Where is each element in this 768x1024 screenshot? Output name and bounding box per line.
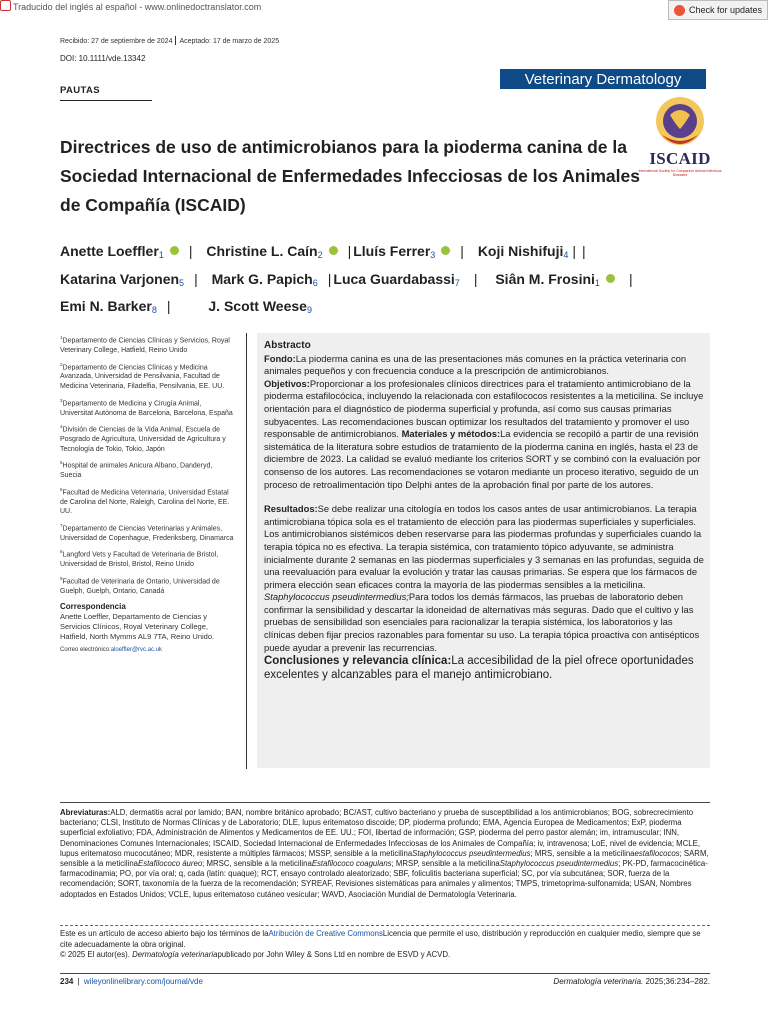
translator-logo-icon xyxy=(0,0,11,11)
author[interactable]: Lluís Ferrer$^3$ xyxy=(353,243,436,260)
affiliation: $^5$Hospital de animales Anicura Albano, Danderyd, Suecia xyxy=(60,460,213,480)
author[interactable]: Siân M. Frosini$^1$ xyxy=(495,270,600,288)
email-link[interactable]: aloeffler@rvc.ac.uk xyxy=(110,647,163,654)
affiliation: $^8$Langford Vets y Facultad de Veterinaria de Bristol, Universidad de Bristol, Bristol, Reino Unido xyxy=(60,549,219,569)
page-footer: 234 | wileyonlinelibrary.com/journal/vde Dermatología veterinaria. 2025;36:234–282. xyxy=(60,977,710,986)
dates-line xyxy=(60,36,279,45)
abstract-resultados: Resultados:Se debe realizar una citología en todos los casos antes de usar antimicrobianos. La terapia antimicrobiana tópica sola es el tratamiento de elección para las piodermas superficiales y superficiales. Los antimicrobianos sistémicos deben reservarse para las piodermas profundas y superficiales cuando la terapia tópica no es efectiva. La terapia sistémica, con tratamiento tópico adyuvante, se administra inicialmente durante 2 semanas en las piodermas superficiales y 3 semanas en las profundas, seguida de una reevaluación para evaluar la evolución y tratar las causas primarias. Se espera que los fármacos de primera elección sean eficaces contra la mayoría de las piodermas sensibles a la meticilina. Staphylococcus pseudintermedius;Para todos los demás fármacos, las pruebas de laboratorio deben confirmar la sensibilidad y descartar la idoneidad de alternativas más seguras. Dado que el cultivo y las pruebas de sensibilidad son esenciales para racionalizar la terapia sistémica, los laboratorios y las clínicas deben fijar precios razonables para fomentar su uso. La terapia tópica proactiva con antisépticos puede ayudar a prevenir las recurrencias. xyxy=(264,503,704,653)
abstract-conclusiones: Conclusiones y relevancia clínica:La accesibilidad de la piel ofrece oportunidades excelentes y alcanzables para el manejo antimicrobiano. xyxy=(264,655,694,682)
iscaid-logo-icon xyxy=(648,95,712,151)
received-date: Recibido: 27 de septiembre de 2024 xyxy=(60,38,173,45)
iscaid-logo-text: ISCAID xyxy=(649,149,711,168)
author[interactable]: Luca Guardabassi$^7$ xyxy=(333,270,460,288)
abstract-objetivos: Objetivos:Proporcionar a los profesionales clínicos directrices para el tratamiento antimicrobiano de la pioderma estafilocócica, incluyendo la relacionada con estafilococos resistentes a la meticilina. Se incluye orientación para el diagnóstico de pioderma superficial y profunda, así como sus causas primarias subyacentes. Las recomendaciones buscan optimizar los resultados del tratamiento y promover el uso responsable de antimicrobianos. Materiales y métodos:La evidencia se recopiló a partir de una revisión sistemática de la literatura sobre estudios de tratamiento de la pioderma canina en inglés, hasta el 23 de diciembre de 2023. La calidad se evaluó mediante los criterios SORT y se combinó con la evaluación por consenso de los autores. Las recomendaciones se votaron mediante un proceso iterativo, seguido de un proceso de retroalimentación tipo Delphi antes de la aprobación final por parte de los autores. xyxy=(264,377,704,490)
section-rule xyxy=(60,100,152,101)
affiliation: $^9$Facultad de Veterinaria de Ontario, Universidad de Guelph, Guelph, Ontario, Canadá xyxy=(60,575,220,595)
translator-text[interactable]: Traducido del inglés al español - www.onlinedoctranslator.com xyxy=(13,2,262,12)
abstract-fondo: Fondo:La pioderma canina es una de las presentaciones más comunes en la práctica veterinaria con animales pequeños y con frecuencia conduce a la prescripción de antimicrobianos. xyxy=(264,352,687,377)
license-rule xyxy=(60,925,710,926)
journal-name: Veterinary Dermatology xyxy=(524,70,682,88)
section-label: PAUTAS xyxy=(60,85,101,96)
author[interactable]: Emi N. Barker$^8$ xyxy=(60,298,157,315)
abbreviations-rule xyxy=(60,802,710,803)
correspondence-email: Correo electrónico:aloeffler@rvc.ac.uk xyxy=(60,647,163,654)
orcid-icon[interactable] xyxy=(441,246,450,255)
author[interactable]: Christine L. Caín$^2$ xyxy=(206,243,323,260)
affiliation: $^7$Departamento de Ciencias Veterinarias y Animales, Universidad de Copenhague, Frederiksberg, Dinamarca xyxy=(60,522,234,542)
affiliation: $^4$División de Ciencias de la Vida Animal, Escuela de Posgrado de Agricultura, Universidad de Agricultura y Tecnología de Tokio, Tokio, Japón xyxy=(60,424,226,453)
date-divider xyxy=(175,36,176,45)
check-updates-label: Check for updates xyxy=(688,5,763,15)
affiliation: $^1$Departamento de Ciencias Clínicas y Servicios, Royal Veterinary College, Hatfield, Reino Unido xyxy=(60,335,230,354)
affiliation: $^6$Facultad de Medicina Veterinaria, Universidad Estatal de Carolina del Norte, Raleigh, Carolina del Norte, EE. UU. xyxy=(60,486,230,516)
doi[interactable]: DOI: 10.1111/vde.13342 xyxy=(60,54,146,63)
creative-commons-link[interactable]: Atribución de Creative Commons xyxy=(268,929,383,938)
correspondence-title: Correspondencia xyxy=(60,602,126,612)
article-title: Directrices de uso de antimicrobianos para la pioderma canina de la Sociedad Internacional de Enfermedades Infecciosas de los Animales de Compañía (ISCAID) xyxy=(60,137,640,215)
orcid-icon[interactable] xyxy=(606,274,615,283)
author[interactable]: Mark G. Papich$^6$ xyxy=(211,270,318,288)
author[interactable]: Katarina Varjonen$^5$ xyxy=(60,270,185,288)
author[interactable]: Anette Loeffler$^1$ xyxy=(60,243,164,260)
author-list: Anette Loeffler$^1$ | Christine L. Caín$^2$ | Lluís Ferrer$^3$ | Koji Nishifuji$^4$ | | Katarina Varjonen$^5$ | Mark G. Papich$^6$ | Luca Guardabassi$^7$ | Siân M. Frosini$^1$ | Emi N. Barker$^8$ | J. Scott Weese$^9$ xyxy=(60,243,633,315)
page-number: 234 xyxy=(60,977,74,986)
affiliation: $^2$Departamento de Ciencias Clínicas y Medicina Avanzada, Universidad de Pensilvania, Facultad de Medicina Veterinaria, Filadelfia, Pensilvania, EE. UU. xyxy=(60,361,225,391)
copyright: © 2025 El autor(es). Dermatología veterinariapublicado por John Wiley & Sons Ltd en nombre de ESVD y ACVD. xyxy=(60,950,451,960)
journal-banner[interactable] xyxy=(500,69,706,89)
affiliation: $^3$Departamento de Medicina y Cirugía Animal, Universitat Autònoma de Barcelona, Barcelona, España xyxy=(60,397,233,417)
orcid-icon[interactable] xyxy=(329,246,338,255)
column-divider xyxy=(246,333,247,769)
journal-citation: Dermatología veterinaria. 2025;36:234–282. xyxy=(553,977,710,986)
accepted-date: Aceptado: 17 de marzo de 2025 xyxy=(179,38,280,45)
abbreviations: Abreviaturas:ALD, dermatitis acral por lamido; BAN, nombre británico aprobado; BC/AST, cultivo bacteriano y prueba de susceptibilidad a los antimicrobianos; BOG, sobrecrecimiento bacteriano; CLSI, Instituto de Normas Clínicas y de Laboratorio; DLE, lupus eritematoso discoide; DP, pioderma profundo; EMA, Agencia Europea de Medicamentos; ExP, pioderma superficial exfoliativo; FDA, Administración de Alimentos y Medicamentos de EE. UU.; FOI, libertad de información; GSP, pioderma del perro pastor alemán; im, intramuscular; INN, Denominaciones Comunes Internacionales; ISCAID, Sociedad Internacional de Enfermedades Infecciosas de los Animales de Compañía; iv, intravenosa; LoE, nivel de evidencia; MCLE, lupus eritematoso mucocutáneo; MDR, resistente a múltiples fármacos; MSSP, sensible a la meticilinaStaphylococcus pseudintermedius; MRS, sensible a la meticilinaestafilococos; SARM, sensible a la meticilinaEstafilococo áureo; MRSC, sensible a la meticilinaEstafilococo coagulans; MRSP, sensible a la meticilinaStaphylococcus pseudintermedius; PK-PD, farmacocinética-farmacodinamia; PO, por vía oral; q, cada (latín: quaque); RCT, ensayo controlado aleatorizado; SBF, foliculitis bacteriana superficial; SC, por vía subcutánea; SOR, fuerza de la recomendación; SORT, taxonomía de la fuerza de la recomendación; SYREAF, Revisiones sistemáticas para animales y alimentos; TMPS, trimetoprima-sulfonamida; USAN, Nombres adoptados en Estados Unidos; VCLE, lupus eritematoso cutáneo vesicular; WAVD, Asociación Mundial de Dermatología Veterinaria. xyxy=(60,808,709,899)
journal-url[interactable]: wileyonlinelibrary.com/journal/vde xyxy=(83,977,203,986)
affiliations xyxy=(60,333,234,656)
correspondence-body: Anette Loeffler, Departamento de Ciencias y Servicios Clínicos, Royal Veterinary College, Hatfield, North Mymms AL9 7TA, Reino Unido. xyxy=(60,612,215,642)
crossmark-icon xyxy=(674,5,685,16)
footer-rule xyxy=(60,973,710,974)
abstract-box xyxy=(257,333,710,768)
abstract-heading: Abstracto xyxy=(264,340,311,351)
author[interactable]: J. Scott Weese$^9$ xyxy=(208,298,312,315)
check-for-updates-button[interactable] xyxy=(668,0,768,20)
author[interactable]: Koji Nishifuji$^4$ xyxy=(477,243,569,260)
translator-bar xyxy=(0,0,261,12)
license-notice: Este es un artículo de acceso abierto bajo los términos de laAtribución de Creative CommonsLicencia que permite el uso, distribución y reproducción en cualquier medio, siempre que se cite adecuadamente la obra original. © 2025 El autor(es). Dermatología veterinariapublicado por John Wiley & Sons Ltd en nombre de ESVD y ACVD. xyxy=(60,929,710,961)
iscaid-logo-subtitle: International Society for Companion Animal Infectious Diseases xyxy=(638,169,722,177)
orcid-icon[interactable] xyxy=(170,246,179,255)
